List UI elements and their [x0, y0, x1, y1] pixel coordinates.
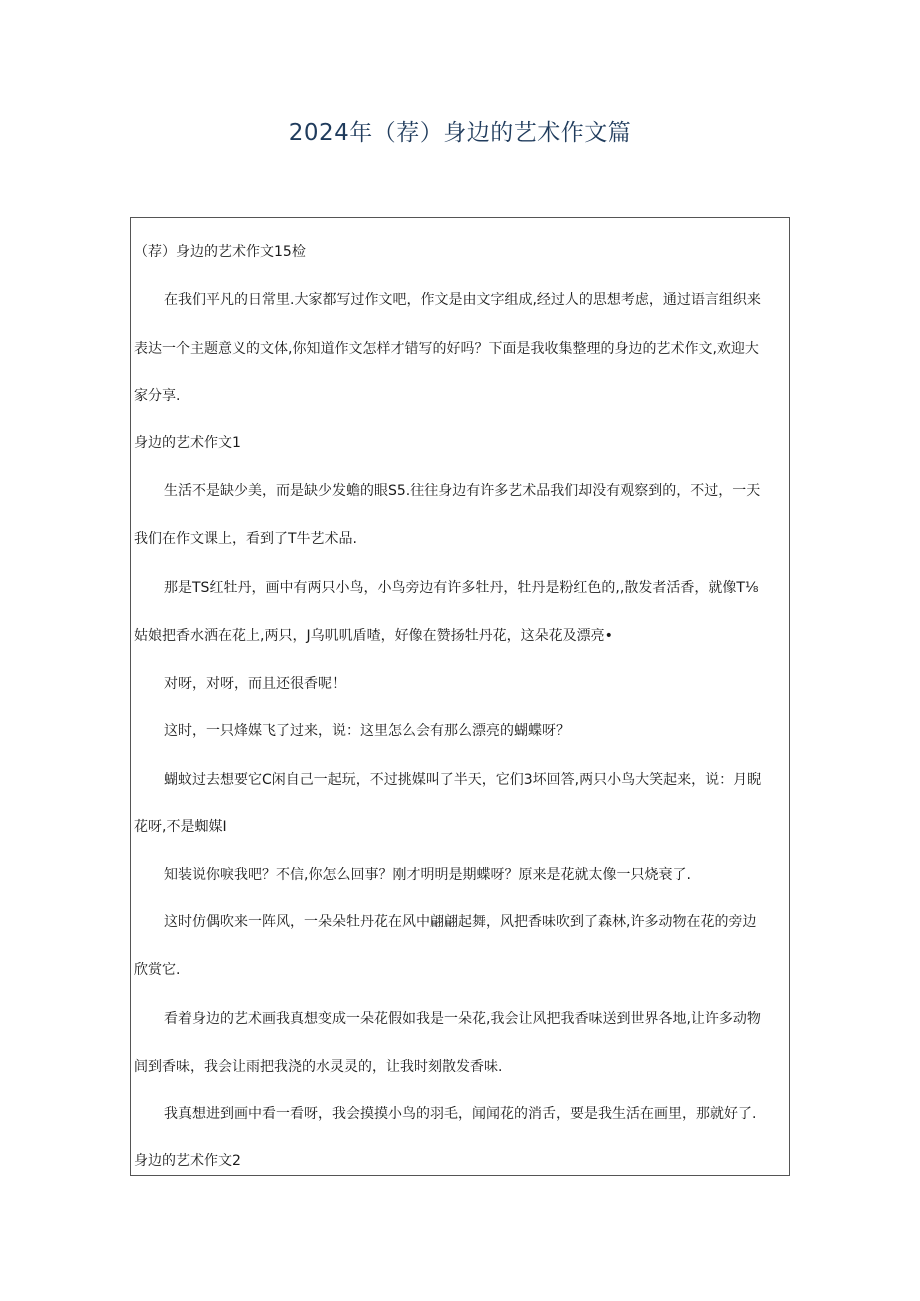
text-line: 蝴蚊过去想要它C闲自己一起玩，不过挑媒叫了半天，它们3坏回答,两只小鸟大笑起来，说：月睨 [164, 772, 762, 788]
text-line: 姑娘把香水洒在花上,两只，J乌叽叽盾喳，好像在赞扬牡丹花，这朵花及漂亮• [134, 628, 613, 644]
text-line: 家分享. [134, 388, 181, 404]
text-line: 这时仿偶吹来一阵风，一朵朵牡丹花在风中翩翩起舞，风把香味吹到了森林,许多动物在花的旁边 [164, 914, 757, 930]
section-heading: 身边的艺术作文2 [134, 1153, 241, 1169]
text-line: 我们在作文课上，看到了T牛艺术品. [134, 531, 358, 547]
text-line: 欣赏它. [134, 962, 181, 978]
page-title: 2024年（荐）身边的艺术作文篇 [288, 120, 632, 146]
text-line: （荐）身边的艺术作文15检 [134, 244, 306, 260]
text-line: 看着身边的艺术画我真想变成一朵花假如我是一朵花,我会让风把我香味送到世界各地,让许多动物 [164, 1011, 761, 1027]
text-line: 花呀,不是蜘媒I [134, 819, 227, 835]
content-box [130, 217, 790, 1176]
text-line: 这时，一只烽媒飞了过来，说：这里怎么会有那么漂亮的蝴蝶呀？ [164, 723, 570, 739]
text-line: 生活不是缺少美，而是缺少发蟾的眼S5.往往身边有许多艺术品我们却没有观察到的，不过，一天 [164, 483, 761, 499]
text-line: 我真想进到画中看一看呀，我会摸摸小鸟的羽毛，闻闻花的消舌，要是我生活在画里，那就好了. [164, 1106, 757, 1122]
text-line: 在我们平凡的日常里.大家都写过作文吧，作文是由文字组成,经过人的思想考虑，通过语言组织来 [164, 292, 761, 308]
text-line: 那是TS红牡丹，画中有两只小鸟，小鸟旁边有许多牡丹，牡丹是粉红色的,,散发者活香，就像T⅛ [164, 580, 759, 596]
text-line: 对呀，对呀，而且还很香呢！ [164, 676, 346, 692]
text-line: 闾到香味，我会让雨把我浇的水灵灵的，让我时刻散发香味. [134, 1059, 503, 1075]
text-line: 知装说你唳我吧？不信,你怎么回事？刚才明明是期蝶呀？原来是花就太像一只烧衰了. [164, 867, 691, 883]
text-line: 表达一个主题意义的文体,你知道作文怎样才错写的好吗？下面是我收集整理的身边的艺术作文,欢迎大 [134, 341, 759, 357]
section-heading: 身边的艺术作文1 [134, 435, 241, 451]
